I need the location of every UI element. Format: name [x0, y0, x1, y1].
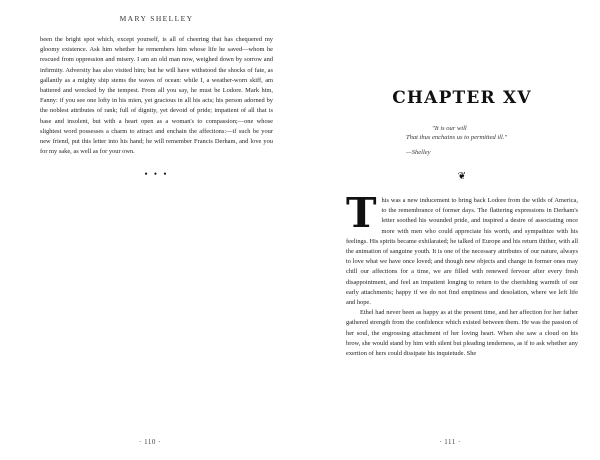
right-page: [300, 0, 600, 460]
epigraph-line-1: "It is our will: [432, 125, 467, 132]
left-paragraph: been the bright spot which, except yourself, is all of cheering that has chequered my gloomy existence. Ask him whether he remembers him whose life he saved—whom he rescued from oppression and misery. I am an old man now, weighed down by sorrow and infirmity. Adversity has also visited him; but he will have withstood the shocks of fate, as gallantly as a mighty ship stems the waves of ocean: while I, a weather-worn skiff, am battered and wrecked by the tempest. From all you say, he must be Lodore. Mark him, Fanny: if you see one lofty in his mien, yet gracious in all his acts; his person adorned by the noblest attributes of rank; full of dignity, yet devoid of pride; impatient of all that is base and insolent, but with a heart open as a woman's to compassion;—one whose slightest word possesses a charm to attract and enchain the affections:—if such be your new friend, put this letter into his hand; he will remember Francis Derham, and love you for my sake, as well as for your own.: [40, 36, 273, 156]
right-page-body: [346, 189, 578, 359]
epigraph-attribution: —Shelley: [406, 149, 431, 156]
page-number-right: · 111 ·: [439, 438, 461, 446]
second-paragraph: Ethel had never been as happy as at the present time, and her affection for her father gathered strength from the confidence which existed between them. He was the passion of her soul, the engrossing attachment of her loving heart. When she saw a cloud on his brow, she would stand by him with silent but pleading tenderness, as if to ask whether any exertion of hers could dissipate his inquietude. She: [346, 309, 578, 358]
epigraph-line-2: That thus enchains us to permitted ill.": [406, 134, 508, 141]
running-head: MARY SHELLEY: [119, 14, 194, 23]
epigraph: [406, 124, 578, 157]
first-paragraph-text: his was a new inducement to bring back Lodore from the wilds of America, to the remembrance of former days. The flattering expressions in Derham's letter soothed his wounded pride, and inspired a desire of associating once more with men who could appreciate his worth, and sympathize with his feelings. His spirits became exhilarated; he talked of Europe and his return thither, with all the animation of sanguine youth. It is one of the necessary attributes of our nature, always to love what we have once loved; and though new objects and change in former ones may chill our affections for a time, we are filled with renewed fervour after every fresh disappointment, and feel an impatient longing to return to the cherishing warmth of our early attachments; happy if we do not find emptiness and desolation, where we left life and hope.: [346, 197, 578, 307]
drop-cap: T: [346, 189, 377, 237]
left-page-body: [40, 35, 273, 157]
page-number-left: · 110 ·: [139, 438, 161, 446]
fleuron-icon: ❦: [457, 171, 467, 182]
section-break-ornament: • • •: [144, 169, 169, 180]
chapter-title: CHAPTER XV: [392, 88, 532, 108]
first-paragraph: [346, 189, 578, 308]
